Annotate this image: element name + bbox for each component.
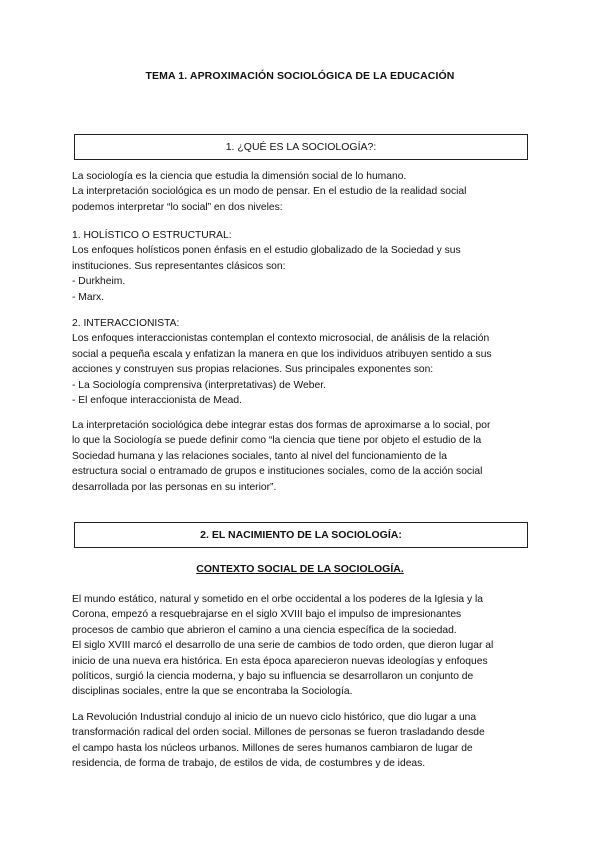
- text-line: procesos de cambio que abrieron el camino a una ciencia específica de la sociedad.: [72, 624, 457, 636]
- text-line: social a pequeña escala y enfatizan la manera en que los individuos atribuyen sentido a sus: [72, 348, 492, 360]
- holistic-section: [72, 228, 532, 305]
- text-line: desarrollada por las personas en su interior”.: [72, 481, 277, 493]
- list-item: - La Sociología comprensiva (interpretativas) de Weber.: [72, 379, 326, 391]
- interactionist-section: [72, 316, 532, 408]
- text-line: Corona, empezó a resquebrajarse en el siglo XVIII bajo el impulso de impresionantes: [72, 609, 462, 621]
- text-line: La interpretación sociológica debe integrar estas dos formas de aproximarse a lo social, por: [72, 420, 491, 431]
- text-line: Los enfoques interaccionistas contemplan el contexto microsocial, de análisis de la relación: [72, 333, 490, 345]
- document-title: TEMA 1. APROXIMACIÓN SOCIOLÓGICA DE LA EDUCACIÓN: [145, 70, 455, 82]
- text-line: inicio de una nueva era histórica. En esta época aparecieron nuevas ideologías y enfoques: [72, 655, 488, 667]
- text-line: transformación radical del orden social. Millones de personas se fueron trasladando desde: [72, 727, 485, 739]
- text-line: Sociedad humana y las relaciones sociales, tanto al nivel del funcionamiento de la: [72, 450, 447, 462]
- section-1-heading: 1. ¿QUÉ ES LA SOCIOLOGÍA?:: [225, 141, 377, 153]
- interactionist-heading: 2. INTERACCIONISTA:: [72, 318, 180, 329]
- list-item: - Marx.: [72, 291, 105, 303]
- text-line: el campo hasta los núcleos urbanos. Millones de seres humanos cambiaron de lugar de: [72, 742, 473, 754]
- section-1-heading-box: [74, 134, 528, 160]
- text-line: residencia, de forma de trabajo, de estilos de vida, de costumbres y de ideas.: [72, 758, 426, 770]
- text-line: disciplinas sociales, entre la que se encontraba la Sociología.: [72, 686, 353, 698]
- text-line: acciones y construyen sus propias relaciones. Sus principales exponentes son:: [72, 364, 434, 376]
- text-line: El mundo estático, natural y sometido en el orbe occidental a los poderes de la Iglesia y la: [72, 594, 483, 605]
- list-item: - Durkheim.: [72, 276, 126, 288]
- text-line: podemos interpretar “lo social” en dos niveles:: [72, 201, 283, 213]
- text-line: Los enfoques holísticos ponen énfasis en el estudio globalizado de la Sociedad y sus: [72, 245, 461, 257]
- holistic-heading: 1. HOLÍSTICO O ESTRUCTURAL:: [72, 230, 232, 241]
- section-2-paragraph-1: [72, 592, 532, 700]
- section-2-subheading: CONTEXTO SOCIAL DE LA SOCIOLOGÍA.: [196, 563, 404, 575]
- section-2-heading: 2. EL NACIMIENTO DE LA SOCIOLOGÍA:: [200, 529, 402, 541]
- section-2-heading-box: [74, 522, 528, 548]
- list-item: - El enfoque interaccionista de Mead.: [72, 395, 242, 407]
- text-line: El siglo XVIII marcó el desarrollo de una serie de cambios de todo orden, que dieron lugar al: [72, 640, 494, 652]
- section-1-conclusion: [72, 418, 532, 495]
- text-line: La interpretación sociológica es un modo de pensar. En el estudio de la realidad social: [72, 186, 467, 198]
- section-2-paragraph-2: [72, 710, 532, 772]
- text-line: La Revolución Industrial condujo al inicio de un nuevo ciclo histórico, que dio lugar a una: [72, 712, 477, 723]
- text-line: instituciones. Sus representantes clásicos son:: [72, 260, 286, 272]
- section-1-intro: [72, 169, 532, 215]
- text-line: lo que la Sociología se puede definir como “la ciencia que tiene por objeto el estudio de la: [72, 435, 482, 447]
- text-line: políticos, surgió la ciencia moderna, y bajo su influencia se desarrollaron un conjunto de: [72, 671, 474, 683]
- text-line: La sociología es la ciencia que estudia la dimensión social de lo humano.: [72, 171, 407, 182]
- text-line: estructura social o entramado de grupos e instituciones sociales, como de la acción social: [72, 466, 483, 478]
